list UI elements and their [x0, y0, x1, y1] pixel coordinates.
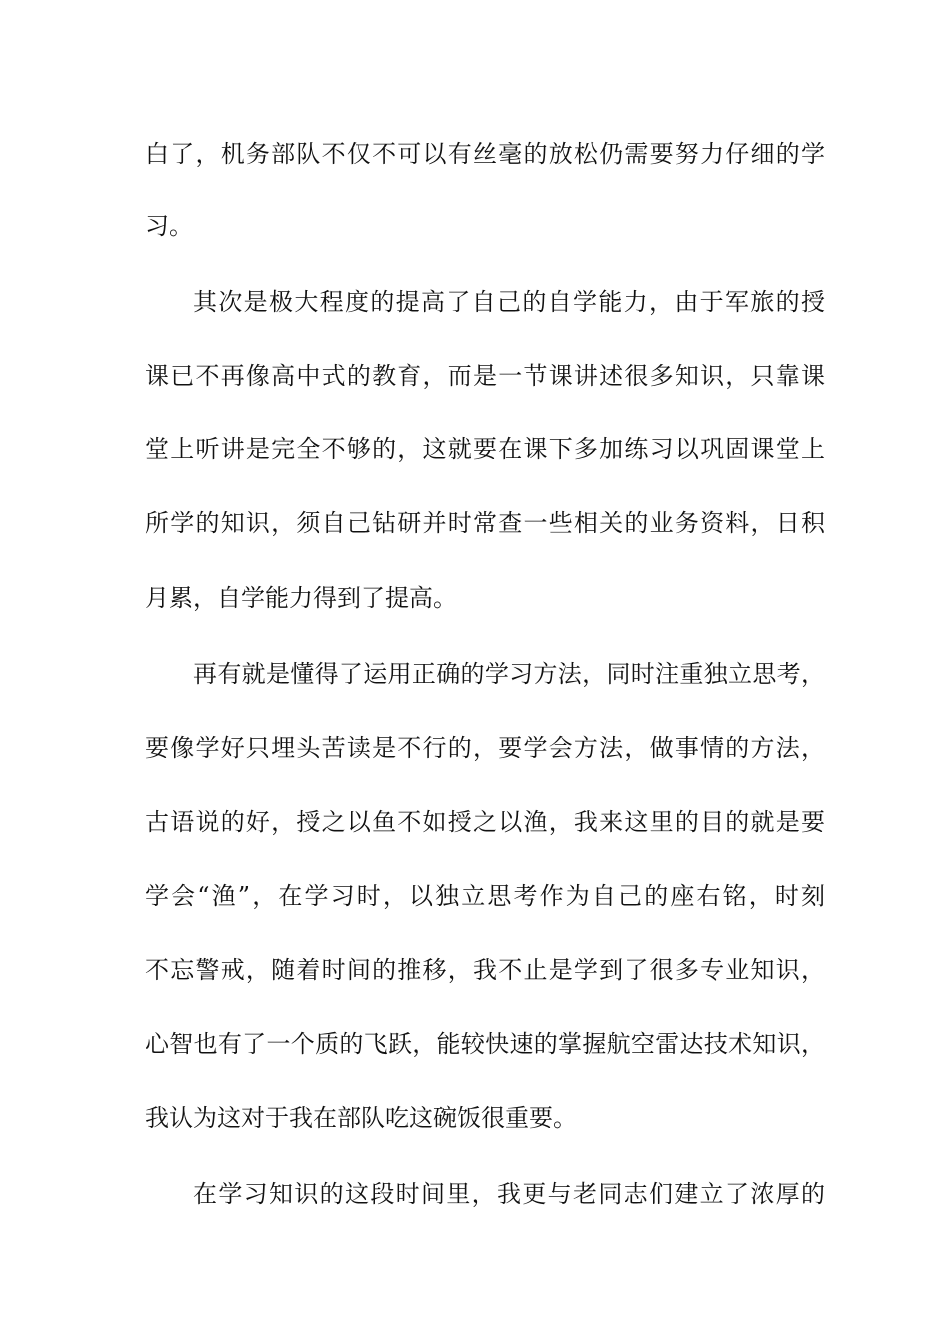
text-line-3: 其次是极大程度的提高了自己的自学能力，由于军旅的授 [193, 288, 825, 316]
text-line-15: 在学习知识的这段时间里，我更与老同志们建立了浓厚的 [193, 1180, 825, 1208]
text-line-6: 所学的知识，须自己钻研并时常查一些相关的业务资料，日积 [145, 509, 825, 537]
text-line-10: 古语说的好，授之以鱼不如授之以渔，我来这里的目的就是要 [145, 808, 825, 836]
text-line-12: 不忘警戒，随着时间的推移，我不止是学到了很多专业知识， [145, 956, 825, 984]
text-line-13: 心智也有了一个质的飞跃，能较快速的掌握航空雷达技术知识， [145, 1030, 825, 1058]
text-line-1: 白了，机务部队不仅不可以有丝毫的放松仍需要努力仔细的学 [145, 140, 825, 168]
text-line-8: 再有就是懂得了运用正确的学习方法，同时注重独立思考， [193, 660, 825, 688]
text-line-2: 习。 [145, 212, 193, 240]
text-line-11: 学会“渔”，在学习时，以独立思考作为自己的座右铭，时刻 [145, 882, 825, 910]
text-line-5: 堂上听讲是完全不够的，这就要在课下多加练习以巩固课堂上 [145, 435, 825, 463]
text-line-7: 月累，自学能力得到了提高。 [145, 584, 457, 612]
text-line-9: 要像学好只埋头苦读是不行的，要学会方法，做事情的方法， [145, 734, 825, 762]
text-line-4: 课已不再像高中式的教育，而是一节课讲述很多知识，只靠课 [145, 362, 825, 390]
text-line-14: 我认为这对于我在部队吃这碗饭很重要。 [145, 1104, 577, 1132]
